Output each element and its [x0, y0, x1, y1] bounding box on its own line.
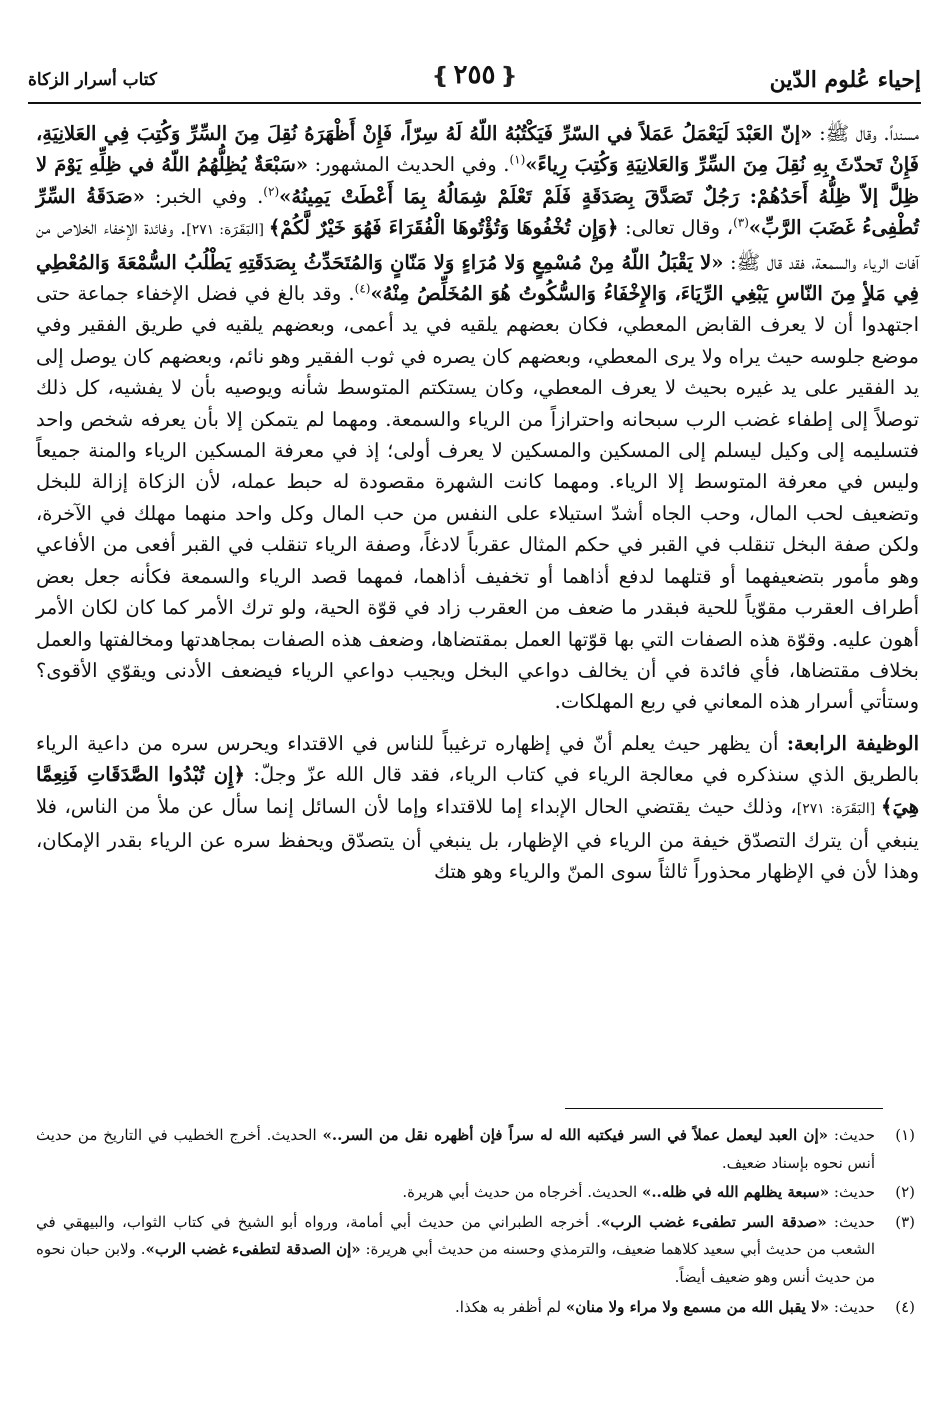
paragraph-1: [36, 118, 919, 718]
text-run: . وفي الخبر:: [144, 184, 264, 208]
footnote-item: [36, 1179, 915, 1207]
footnotes: [36, 1122, 915, 1323]
hadith-quote: «إنّ العَبْدَ لَيَعْمَلُ عَمَلاً في السّرِّ فَيَكْتُبُهُ اللّهُ لَهُ سِرّاً، فَإِنْ أَظْهَرَهُ نُقِلَ مِنَ السِّرِّ وَكُتِبَ فِي العَلانِيَةِ، فَإِنْ تَحدّثَ بِهِ نُقِلَ مِنَ السِّرِّ وَالعَلانِيَةِ وَكُتِبَ رِياءً»: [36, 122, 919, 177]
footnote-marker[interactable]: (٤): [354, 281, 371, 296]
text-run: . ولابن حبان نحوه من حديث أنس وهو ضعيف أيضاً.: [36, 1240, 875, 1286]
main-text: [36, 118, 919, 888]
ornament-right-icon: ❵: [499, 63, 518, 89]
verse-reference: [البَقَرَة: ٢٧١]: [796, 800, 882, 817]
footnote-marker[interactable]: (٣): [733, 215, 749, 230]
footnote-number: (٢): [895, 1183, 915, 1202]
text-run: مسنداً. وقال ﷺ:: [812, 122, 919, 145]
footnote-hadith: «صدقة السر تطفىء غضب الرب»: [600, 1212, 827, 1231]
text-run: الحديث. أخرج الخطيب في التاريخ من حديث أنس نحوه بإسناد ضعيف.: [36, 1126, 875, 1172]
footnote-hadith: «إن العبد ليعمل عملاً في السر فيكتبه الله له سراً فإن أظهره نقل من السر..»: [322, 1126, 829, 1144]
quran-verse: ﴿إِن تُبْدُوا الصَّدَقَاتِ فَنِعِمَّا هِيَ﴾: [36, 763, 919, 818]
text-run: حديث:: [826, 1212, 876, 1231]
quran-verse: ﴿وَإِن تُخْفُوهَا وَتُؤْتُوهَا الْفُقَرَاءَ فَهُوَ خَيْرٌ لَّكُمْ﴾: [268, 216, 619, 240]
text-run: حديث:: [828, 1126, 875, 1144]
footnote-text: [36, 1209, 875, 1292]
footnote-item: [36, 1294, 915, 1322]
book-title: إحياء عُلوم الدّين: [769, 67, 921, 93]
footnote-marker[interactable]: (٢): [263, 184, 280, 199]
section-label: الوظيفة الرابعة:: [786, 731, 919, 755]
page-number: [427, 60, 522, 90]
text-run: . وفائدة الإخفاء الخلاص من آفات الرياء والسمعة، فقد قال ﷺ:: [36, 216, 919, 274]
page-header: [28, 58, 921, 104]
footnote-text: [36, 1122, 875, 1177]
footnote-number: (٣): [895, 1212, 915, 1231]
page-number-value: ٢٥٥: [453, 60, 496, 90]
text-run: ، وقال تعالى:: [618, 216, 734, 240]
hadith-quote: «صَدَقَةُ السِّرِّ تُطْفِىءُ غَضَبَ الرَّبِّ»: [36, 184, 920, 240]
text-run: حديث:: [829, 1297, 875, 1316]
footnote-divider: [565, 1108, 883, 1109]
footnote-number: (٤): [895, 1297, 915, 1316]
text-run: أن يظهر حيث يعلم أنّ في إظهاره ترغيباً للناس في الاقتداء ويحرس سره من داعية الرياء بالطريق الذي سنذكره في معالجة الرياء في كتاب الرياء، فقد قال الله عزّ وجلّ:: [36, 731, 919, 787]
hadith-quote: «لا يَقْبَلُ اللّهُ مِنْ مُسْمِعٍ وَلا مُرَاءٍ وَلا مَنّانٍ وَالمُتَحَدِّثُ بِصَدَقَتِهِ يَطْلُبُ السُّمْعَةَ وَالمُعْطِي فِي مَلأٍ مِنَ النّاسِ يَبْغِي الرِّيَاءَ، وَالإِخْفَاءُ وَالسُّكُوتُ هُوَ المُخَلِّصُ مِنْهُ»: [36, 250, 919, 306]
footnote-hadith: «سبعة يظلهم الله في ظله..»: [641, 1183, 830, 1202]
footnote-hadith: «إن الصدقة لتطفىء غضب الرب»: [145, 1240, 361, 1259]
footnote-marker[interactable]: (١): [509, 152, 526, 167]
footnote-item: [36, 1122, 915, 1177]
text-run: . وقد بالغ في فضل الإخفاء جماعة حتى اجتهدوا أن لا يعرف القابض المعطي، فكان بعضهم يلقيه في يد أعمى، وبعضهم يلقيه في طريق الفقير وفي موضع جلوسه حيث يراه ولا يرى المعطي، وبعضهم كان يصره في ثوب الفقير وهو نائم، وبعضهم كان يوصل إلى يد الفقير على يد غيره بحيث لا يعرف المعطي، وكان يستكتم المتوسط شأنه ويوصيه بأن لا يفشيه، كل ذلك توصلاً إلى إطفاء غضب الرب سبحانه واحترازاً من الرياء والسمعة. ومهما لم يتمكن إلا بأن يعرفه شخص واحد فتسليمه إلى وكيل ليسلم إلى المسكين والمسكين لا يعرف أولى؛ إذ في معرفة المسكين الرياء والمنة جميعاً وليس في معرفة المتوسط إلا الرياء. ومهما كانت الشهرة مقصودة له حبط عمله، لأن الزكاة إزالة للبخل وتضعيف لحب المال، وحب الجاه أشدّ استيلاء على النفس من حب المال وكل واحد منهما مهلك في الآخرة، ولكن صفة البخل تنقلب في القبر في حكم المثال عقرباً لادغاً، وصفة الرياء تنقلب في القبر أفعى من الأفاعي وهو مأمور بتضعيفهما أو قتلهما لدفع أذاهما أو تخفيف أذاهما، فمهما قصد الرياء والسمعة فكأنه جعل بعض أطراف العقرب مقوّياً للحية فبقدر ما ضعف من العقرب زاد في قوّة الحية، ولو ترك الأمر كما كان لكان الأمر أهون عليه. وقوّة هذه الصفات التي بها قوّتها العمل بمقتضاها، وضعف هذه الصفات بمجاهدتها ومخالفتها والعمل بخلاف مقتضاها، فأي فائدة في أن يخالف دواعي البخل ويجيب دواعي الرياء فيضعف الأدنى ويقوّي الأقوى؟ وستأتي أسرار هذه المعاني في ربع المهلكات.: [36, 282, 919, 714]
paragraph-2: [36, 728, 919, 888]
ornament-left-icon: ❴: [431, 63, 450, 89]
verse-reference: [البَقَرَة: ٢٧١]: [186, 222, 269, 239]
footnote-item: [36, 1209, 915, 1292]
footnote-text: [36, 1179, 875, 1207]
footnote-hadith: «لا يقبل الله من مسمع ولا مراء ولا منان»: [565, 1297, 830, 1316]
text-run: حديث:: [829, 1183, 875, 1202]
chapter-title: كتاب أسرار الزكاة: [28, 70, 157, 90]
text-run: الحديث. أخرجاه من حديث أبي هريرة.: [402, 1183, 642, 1202]
hadith-quote: «سَبْعَةٌ يُظِلُّهُمُ اللّهُ في ظِلِّهِ يَوْمَ لا ظِلَّ إلاّ ظِلُّهُ أَحَدُهُمْ: رَجُلٌ تَصَدَّقَ بِصَدَقَةٍ فَلَمْ تَعْلَمْ شِمَالُهُ بِمَا أَعْطَتْ يَمِينُهُ»: [36, 153, 920, 208]
text-run: . وفي الحديث المشهور:: [308, 153, 510, 177]
text-run: . أخرجه الطبراني من حديث أبي أمامة، ورواه أبو الشيخ في كتاب الثواب، والبيهقي في الشعب من حديث أبي سعيد كلاهما ضعيف، والترمذي وحسنه من حديث أبي هريرة:: [36, 1212, 875, 1259]
text-run: ، وذلك حيث يقتضي الحال الإبداء إما للاقتداء وإما لأن السائل إنما سأل عن ملأ من الناس، فلا ينبغي أن يترك التصدّق خيفة من الرياء في الإظهار، بل ينبغي أن يتصدّق ويحفظ سره عن الرياء بقدر الإمكان، وهذا لأن في الإظهار محذوراً ثالثاً سوى المنّ والرياء وهو هتك: [36, 794, 919, 884]
text-run: لم أظفر به هكذا.: [455, 1297, 566, 1316]
footnote-number: (١): [895, 1126, 915, 1144]
footnote-text: [36, 1294, 875, 1322]
